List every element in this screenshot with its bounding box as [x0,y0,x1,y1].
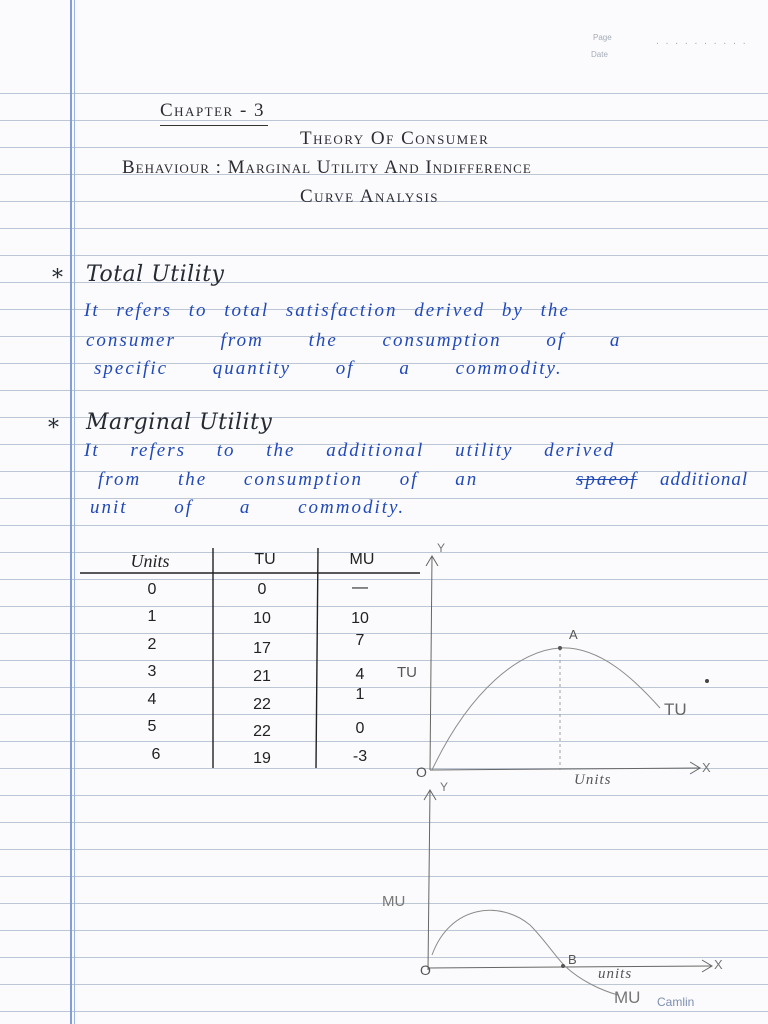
heading-total-utility: Total Utility [86,262,225,287]
table-cell-tu-5: 22 [253,723,271,740]
table-cell-units-1: 1 [147,608,157,625]
stray-dot [705,679,709,683]
mu-curve-label: MU [614,988,641,1007]
table-cell-units-6: 6 [151,746,161,763]
table-cell-units-2: 2 [147,636,157,653]
mu-point-b [561,964,565,968]
date-field-label: Date [591,50,608,59]
marginal-utility-line-1: It refers to the additional utility derived [84,440,616,461]
brand-logo: Camlin [657,995,695,1009]
total-utility-line-1: It refers to total satisfaction derived by the [84,300,570,321]
title-line-3: Curve Analysis [300,186,440,207]
struck-word: spaeof [576,469,638,490]
mu-y-axis-label: Y [440,780,449,794]
tu-graph-y-label: TU [397,664,417,681]
table-divider-2 [316,548,318,768]
marginal-utility-line-2-end: additional [660,469,749,490]
total-utility-line-3: specific quantity of a commodity. [94,358,563,379]
mu-graph-y-label: MU [382,893,406,910]
table-cell-mu-3: 4 [355,666,365,683]
marginal-utility-line-3: unit of a commodity. [90,497,406,518]
tu-y-axis-label: Y [437,541,446,555]
tu-curve [432,648,660,770]
page-number-dots: . . . . . . . . . . [655,37,747,46]
mu-graph-x-label: units [598,966,633,982]
table-cell-tu-2: 17 [253,640,271,657]
table-cell-mu-0: — [352,579,368,596]
table-cell-units-5: 5 [147,718,157,735]
tu-x-axis-label: X [702,760,711,775]
table-header-units: Units [130,551,170,571]
tu-x-axis [430,768,700,770]
table-cell-units-0: 0 [147,581,157,598]
bullet-marginal-utility: * [48,416,60,441]
table-cell-mu-6: -3 [352,748,368,765]
tu-graph-point-label: A [569,627,578,642]
mu-graph-origin: O [420,962,431,978]
marginal-utility-line-2: from the consumption of an [98,469,479,490]
tu-curve-label: TU [664,700,687,719]
table-cell-tu-6: 19 [253,750,271,767]
title-line-2: Behaviour : Marginal Utility And Indifference [122,157,532,178]
table-cell-units-3: 3 [147,663,157,680]
table-cell-tu-4: 22 [253,696,271,713]
tu-graph-origin: O [416,764,427,780]
table-cell-tu-0: 0 [257,581,267,598]
table-cell-units-4: 4 [147,691,157,708]
tu-graph-x-label: Units [574,772,612,788]
chapter-title: Chapter - 3 [160,100,266,121]
table-cell-tu-3: 21 [253,668,271,685]
table-cell-mu-5: 0 [355,720,365,737]
mu-y-axis [428,790,430,970]
mu-curve [432,910,618,995]
page-field-label: Page [593,33,612,42]
table-header-tu: TU [254,551,276,568]
tu-point-a [558,646,562,650]
title-line-1: Theory Of Consumer [300,128,490,149]
table-header-mu: MU [349,551,375,568]
mu-x-axis-label: X [714,957,723,972]
table-cell-mu-4: 1 [355,686,365,703]
tu-y-axis [430,556,432,770]
mu-graph-point-label: B [568,952,577,967]
table-cell-tu-1: 10 [253,610,271,627]
heading-marginal-utility: Marginal Utility [86,410,273,435]
table-cell-mu-1: 10 [351,610,369,627]
bullet-total-utility: * [52,266,64,291]
total-utility-line-2: consumer from the consumption of a [86,330,622,351]
table-cell-mu-2: 7 [355,632,365,649]
